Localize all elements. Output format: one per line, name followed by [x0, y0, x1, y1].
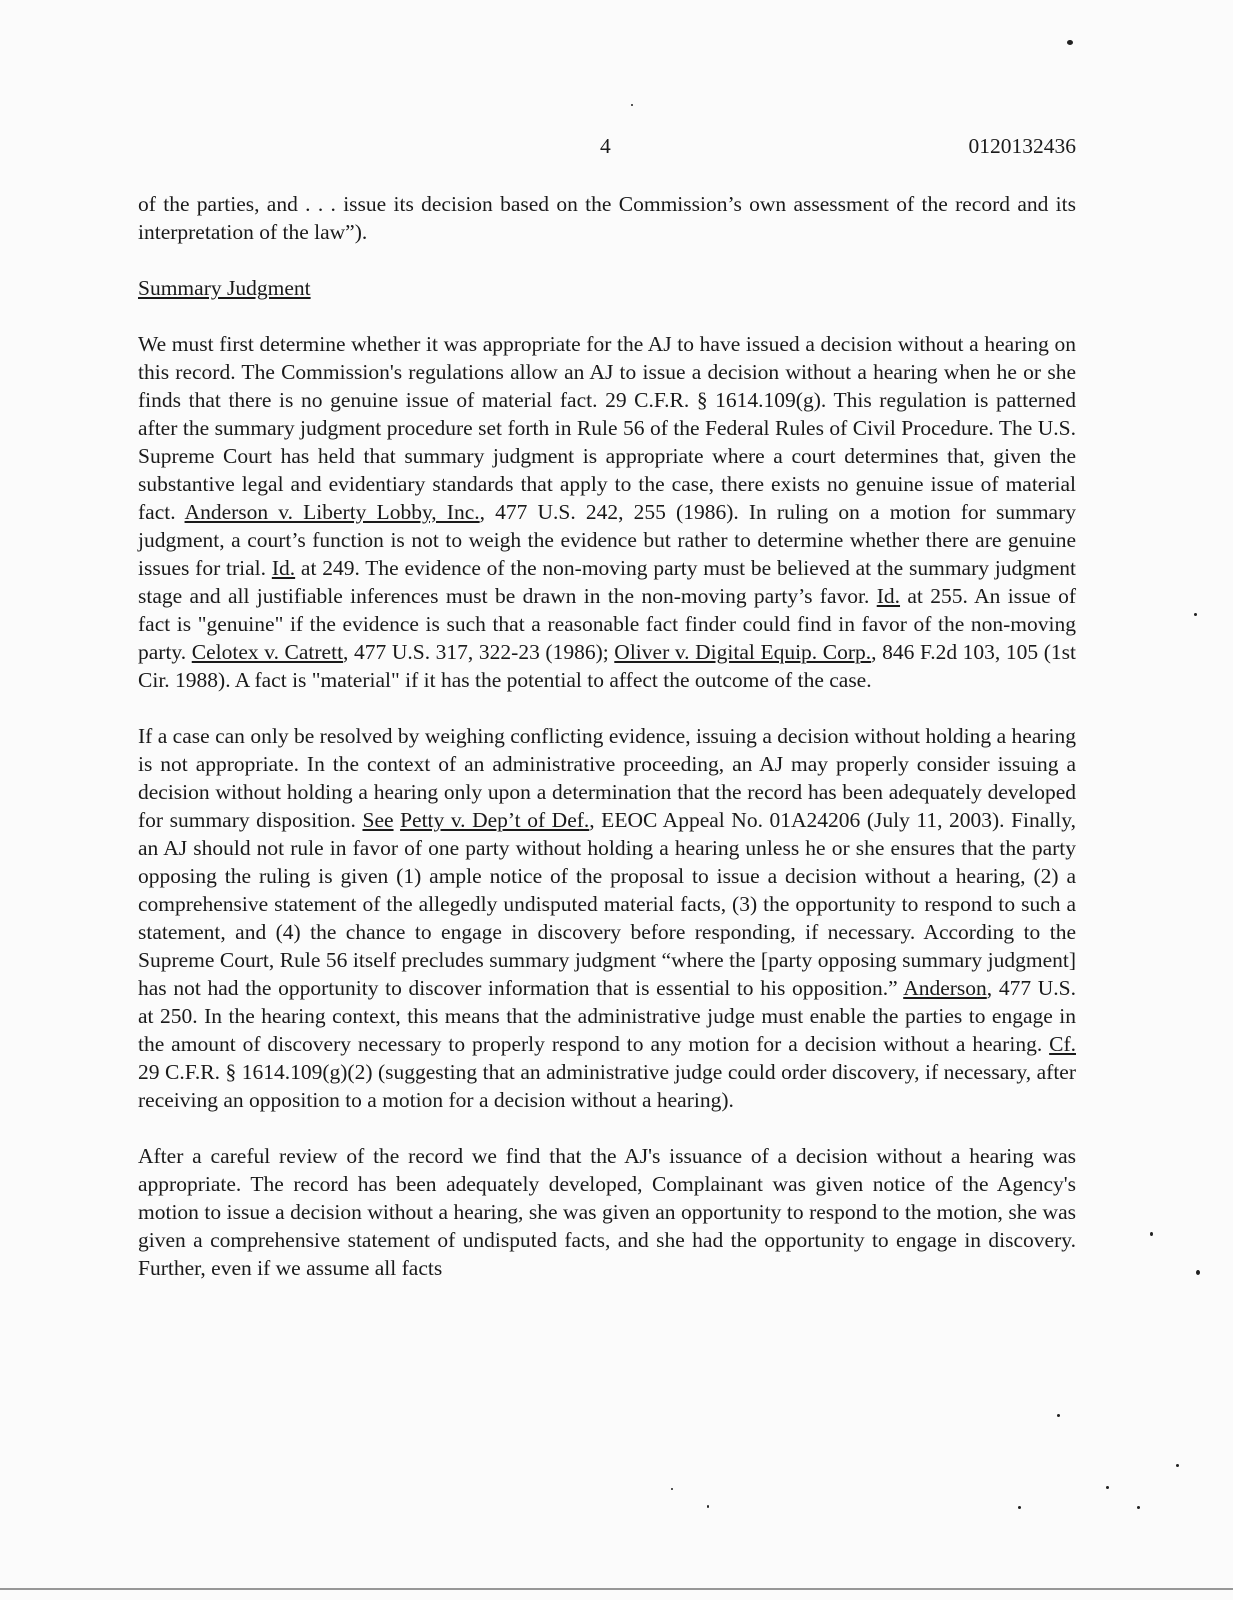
- scan-speck: [1137, 1506, 1140, 1509]
- text-run: , EEOC Appeal No. 01A24206 (July 11, 2003). Finally, an AJ should not rule in favor of one party without holding a hearing unless he or she ensures that the party opposing the ruling is given (1) ample notice of the proposal to issue a decision without a hearing, (2) a comprehensive statement of the allegedly undisputed material facts, (3) the opportunity to respond to such a statement, and (4) the chance to engage in discovery before responding, if necessary. According to the Supreme Court, Rule 56 itself precludes summary judgment “where the [party opposing summary judgment] has not had the opportunity to discover information that is essential to his opposition.”: [138, 808, 1076, 1000]
- signal-see: See: [362, 808, 394, 832]
- case-citation-petty: Petty v. Dep’t of Def.: [400, 808, 590, 832]
- scan-speck: [1196, 1270, 1200, 1275]
- case-citation-celotex: Celotex v. Catrett: [191, 640, 344, 664]
- text-run: at 249. The evidence of the non-moving party must be believed at the summary judgment stage and all justifiable inferences must be drawn in the non-moving party’s favor.: [138, 556, 1076, 608]
- docket-number: 0120132436: [968, 134, 1076, 158]
- scan-speck: [1194, 613, 1197, 616]
- paragraph-summary-judgment-standard: [138, 330, 1076, 694]
- paragraph-finding: After a careful review of the record we find that the AJ's issuance of a decision without a hearing was appropriate. The record has been adequately developed, Complainant was given notice of the Agency's motion to issue a decision without a hearing, she was given an opportunity to respond to the motion, she was given a comprehensive statement of undisputed facts, and she had the opportunity to engage in discovery. Further, even if we assume all facts: [138, 1144, 1076, 1280]
- scan-speck: [1150, 1232, 1153, 1236]
- intro-paragraph: of the parties, and . . . issue its decision based on the Commission’s own assessment of the record and its interpretation of the law”).: [138, 192, 1076, 244]
- scan-speck: [1057, 1414, 1060, 1417]
- text-run: at 255. An issue of fact is "genuine" if the evidence is such that a reasonable fact finder could find in favor of the non-moving party.: [138, 584, 1076, 664]
- scan-speck: [1067, 40, 1073, 45]
- text-run: , 846 F.2d 103, 105 (1st Cir. 1988). A fact is "material" if it has the potential to affect the outcome of the case.: [138, 640, 1076, 692]
- text-run: , 477 U.S. 242, 255 (1986). In ruling on a motion for summary judgment, a court’s function is not to weigh the evidence but rather to determine whether there are genuine issues for trial.: [138, 500, 1076, 580]
- section-heading: Summary Judgment: [138, 276, 311, 300]
- scan-speck: [1018, 1506, 1021, 1509]
- document-body: [138, 190, 1076, 1282]
- scan-speck: [671, 1488, 673, 1490]
- scan-speck: [1176, 1464, 1179, 1467]
- case-citation-anderson-short: Anderson: [903, 976, 987, 1000]
- scan-speck: [707, 1505, 709, 1508]
- page-number: 4: [600, 134, 611, 158]
- text-run: We must first determine whether it was appropriate for the AJ to have issued a decision without a hearing on this record. The Commission's regulations allow an AJ to issue a decision without a hearing when he or she finds that there is no genuine issue of material fact. 29 C.F.R. § 1614.109(g). This regulation is patterned after the summary judgment procedure set forth in Rule 56 of the Federal Rules of Civil Procedure. The U.S. Supreme Court has held that summary judgment is appropriate where a court determines that, given the substantive legal and evidentiary standards that apply to the case, there exists no genuine issue of material fact.: [138, 332, 1076, 524]
- page-header: [138, 134, 1076, 164]
- text-run: If a case can only be resolved by weighing conflicting evidence, issuing a decision without holding a hearing is not appropriate. In the context of an administrative proceeding, an AJ may properly consider issuing a decision without holding a hearing only upon a determination that the record has been adequately developed for summary disposition.: [138, 724, 1076, 832]
- text-run: , 477 U.S. at 250. In the hearing context, this means that the administrative judge must enable the parties to engage in the amount of discovery necessary to properly respond to any motion for a decision without a hearing.: [138, 976, 1076, 1056]
- text-run: , 477 U.S. 317, 322-23 (1986);: [343, 640, 615, 664]
- scan-speck: [1106, 1486, 1109, 1489]
- scan-edge: [0, 1588, 1233, 1590]
- paragraph-hearing-requirements: [138, 722, 1076, 1114]
- text-run: 29 C.F.R. § 1614.109(g)(2) (suggesting that an administrative judge could order discovery, if necessary, after receiving an opposition to a motion for a decision without a hearing).: [138, 1060, 1076, 1112]
- signal-cf: Cf.: [1049, 1032, 1076, 1056]
- citation-id: Id.: [271, 556, 296, 580]
- citation-id: Id.: [876, 584, 901, 608]
- case-citation-oliver: Oliver v. Digital Equip. Corp.: [614, 640, 872, 664]
- case-citation-anderson: Anderson v. Liberty Lobby, Inc.: [184, 500, 480, 524]
- scan-speck: [631, 104, 633, 106]
